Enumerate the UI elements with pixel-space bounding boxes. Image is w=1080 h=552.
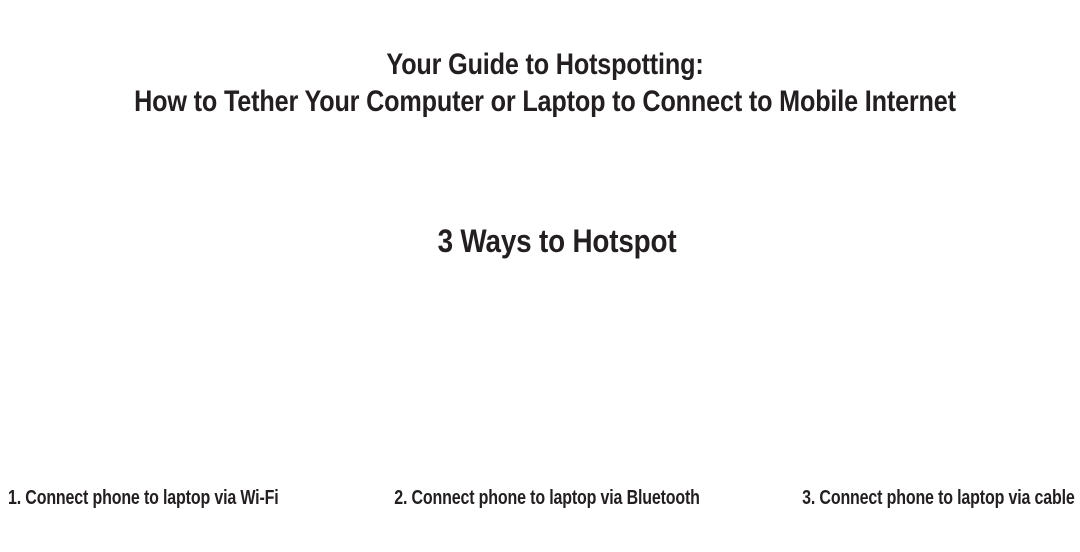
step-caption-cable: 3. Connect phone to laptop via cable: [802, 487, 1075, 509]
section-heading: 3 Ways to Hotspot: [437, 223, 677, 259]
step-caption-bluetooth: 2. Connect phone to laptop via Bluetooth: [394, 487, 700, 509]
step-caption-wifi: 1. Connect phone to laptop via Wi-Fi: [8, 487, 279, 509]
page-title: [0, 46, 1080, 120]
page-title-line-1: Your Guide to Hotspotting:: [386, 48, 704, 81]
page-title-line-2: How to Tether Your Computer or Laptop to Connect to Mobile Internet: [134, 85, 956, 118]
